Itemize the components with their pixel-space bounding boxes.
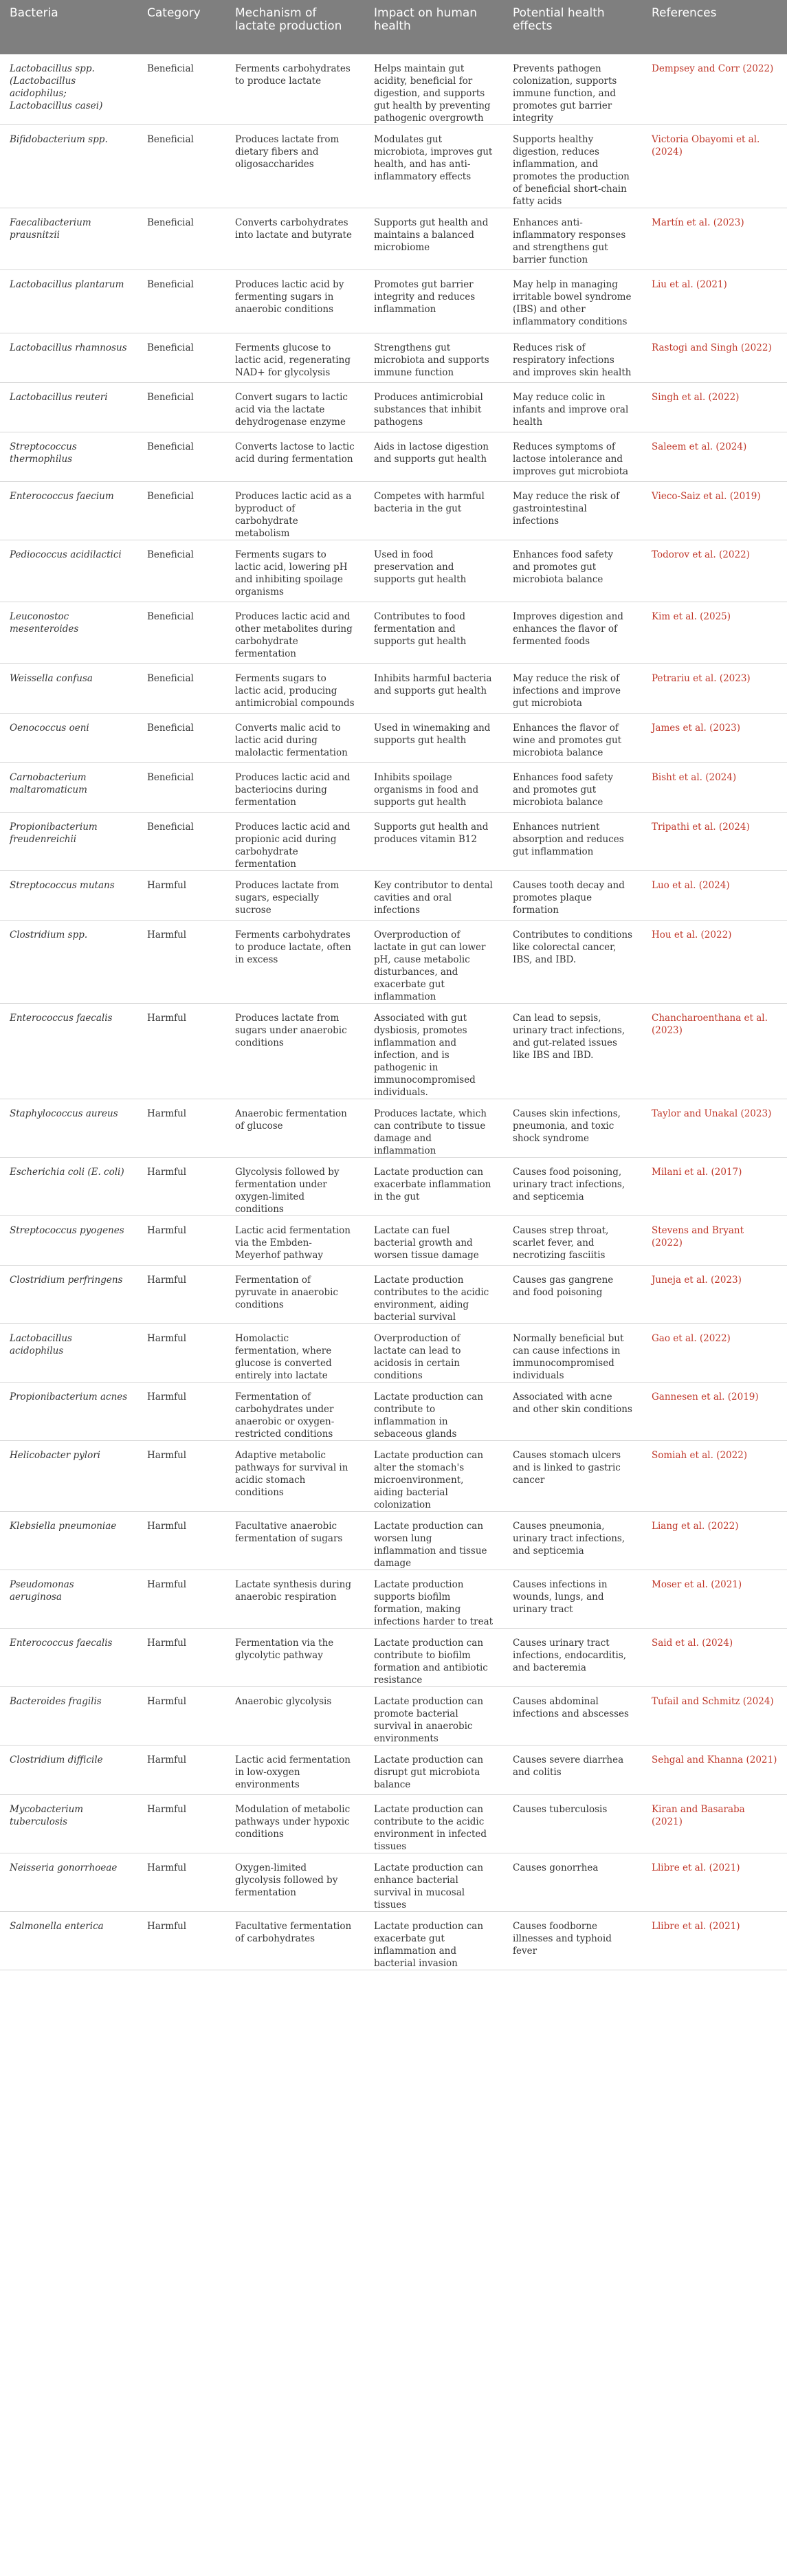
- cell-effects: Causes urinary tract infections, endocarditis, and bacteremia: [503, 1629, 642, 1687]
- cell-mechanism: Produces lactic acid and bacteriocins during fermentation: [225, 763, 364, 813]
- table-row: [0, 54, 787, 125]
- cell-effects: Enhances anti-inflammatory responses and strengthens gut barrier function: [503, 208, 642, 270]
- cell-effects: Causes tuberculosis: [503, 1795, 642, 1853]
- cell-mechanism: Converts malic acid to lactic acid during malolactic fermentation: [225, 714, 364, 763]
- reference-link[interactable]: Sehgal and Khanna (2021): [652, 1754, 777, 1765]
- cell-impact: Supports gut health and produces vitamin B12: [364, 813, 503, 871]
- cell-mechanism: Converts lactose to lactic acid during fermentation: [225, 432, 364, 482]
- table-row: [0, 1853, 787, 1912]
- cell-mechanism: Facultative fermentation of carbohydrates: [225, 1912, 364, 1970]
- cell-effects: May reduce the risk of gastrointestinal infections: [503, 482, 642, 540]
- reference-link[interactable]: Singh et al. (2022): [652, 392, 740, 403]
- cell-reference: [642, 1441, 787, 1512]
- cell-reference: [642, 1216, 787, 1266]
- reference-link[interactable]: Milani et al. (2017): [652, 1167, 742, 1178]
- cell-reference: [642, 1512, 787, 1570]
- cell-bacteria: Neisseria gonorrhoeae: [0, 1853, 137, 1912]
- cell-effects: Causes pneumonia, urinary tract infections, and septicemia: [503, 1512, 642, 1570]
- cell-bacteria: Propionibacterium acnes: [0, 1383, 137, 1441]
- cell-impact: Contributes to food fermentation and supports gut health: [364, 602, 503, 664]
- cell-bacteria: Clostridium spp.: [0, 921, 137, 1004]
- cell-bacteria: Weissella confusa: [0, 664, 137, 714]
- reference-link[interactable]: Saleem et al. (2024): [652, 441, 747, 452]
- cell-mechanism: Produces lactic acid and propionic acid during carbohydrate fermentation: [225, 813, 364, 871]
- cell-reference: [642, 1099, 787, 1158]
- reference-link[interactable]: James et al. (2023): [652, 723, 741, 734]
- cell-bacteria: Streptococcus mutans: [0, 871, 137, 921]
- cell-bacteria: Enterococcus faecalis: [0, 1629, 137, 1687]
- cell-impact: Strengthens gut microbiota and supports immune function: [364, 333, 503, 383]
- cell-reference: [642, 1746, 787, 1795]
- cell-impact: Lactate production can disrupt gut microbiota balance: [364, 1746, 503, 1795]
- cell-category: Harmful: [137, 1266, 225, 1324]
- cell-reference: [642, 383, 787, 432]
- cell-category: Harmful: [137, 1687, 225, 1746]
- cell-effects: Improves digestion and enhances the flavor of fermented foods: [503, 602, 642, 664]
- cell-mechanism: Convert sugars to lactic acid via the lactate dehydrogenase enzyme: [225, 383, 364, 432]
- reference-link[interactable]: Tripathi et al. (2024): [652, 822, 750, 833]
- cell-bacteria: Lactobacillus plantarum: [0, 270, 137, 333]
- cell-bacteria: Enterococcus faecalis: [0, 1004, 137, 1099]
- cell-mechanism: Produces lactic acid by fermenting sugars in anaerobic conditions: [225, 270, 364, 333]
- cell-impact: Used in food preservation and supports gut health: [364, 540, 503, 602]
- cell-impact: Produces antimicrobial substances that inhibit pathogens: [364, 383, 503, 432]
- cell-impact: Lactate production can contribute to inflammation in sebaceous glands: [364, 1383, 503, 1441]
- cell-impact: Inhibits harmful bacteria and supports gut health: [364, 664, 503, 714]
- reference-link[interactable]: Tufail and Schmitz (2024): [652, 1696, 774, 1707]
- cell-impact: Competes with harmful bacteria in the gut: [364, 482, 503, 540]
- cell-category: Harmful: [137, 1216, 225, 1266]
- table-row: [0, 813, 787, 871]
- cell-reference: [642, 763, 787, 813]
- cell-category: Harmful: [137, 1004, 225, 1099]
- cell-impact: Aids in lactose digestion and supports gut health: [364, 432, 503, 482]
- cell-impact: Lactate production can contribute to the acidic environment in infected tissues: [364, 1795, 503, 1853]
- cell-effects: Causes gas gangrene and food poisoning: [503, 1266, 642, 1324]
- cell-category: Beneficial: [137, 482, 225, 540]
- cell-bacteria: Bacteroides fragilis: [0, 1687, 137, 1746]
- cell-category: Harmful: [137, 1853, 225, 1912]
- cell-mechanism: Produces lactic acid and other metabolites during carbohydrate fermentation: [225, 602, 364, 664]
- header-impact: Impact on human health: [364, 0, 503, 54]
- cell-bacteria: Lactobacillus rhamnosus: [0, 333, 137, 383]
- table-row: [0, 1795, 787, 1853]
- cell-mechanism: Produces lactate from dietary fibers and oligosaccharides: [225, 125, 364, 208]
- table-row: [0, 602, 787, 664]
- table-row: [0, 208, 787, 270]
- table-row: [0, 763, 787, 813]
- cell-category: Harmful: [137, 1746, 225, 1795]
- reference-link[interactable]: Llibre et al. (2021): [652, 1921, 740, 1932]
- reference-link[interactable]: Gannesen et al. (2019): [652, 1391, 759, 1402]
- cell-reference: [642, 921, 787, 1004]
- cell-mechanism: Ferments carbohydrates to produce lactate: [225, 54, 364, 125]
- cell-effects: May reduce the risk of infections and improve gut microbiota: [503, 664, 642, 714]
- cell-impact: Lactate production can contribute to biofilm formation and antibiotic resistance: [364, 1629, 503, 1687]
- table-row: [0, 1912, 787, 1970]
- reference-link[interactable]: Kim et al. (2025): [652, 611, 731, 622]
- reference-link[interactable]: Taylor and Unakal (2023): [652, 1108, 772, 1119]
- cell-mechanism: Anaerobic glycolysis: [225, 1687, 364, 1746]
- table-row: [0, 714, 787, 763]
- table-row: [0, 1266, 787, 1324]
- cell-mechanism: Produces lactate from sugars under anaerobic conditions: [225, 1004, 364, 1099]
- cell-impact: Associated with gut dysbiosis, promotes inflammation and infection, and is pathogenic in immunocompromised individuals.: [364, 1004, 503, 1099]
- cell-reference: [642, 333, 787, 383]
- cell-reference: [642, 602, 787, 664]
- cell-mechanism: Modulation of metabolic pathways under hypoxic conditions: [225, 1795, 364, 1853]
- table-row: [0, 1004, 787, 1099]
- cell-bacteria: Staphylococcus aureus: [0, 1099, 137, 1158]
- reference-link[interactable]: Todorov et al. (2022): [652, 549, 750, 560]
- cell-effects: Can lead to sepsis, urinary tract infections, and gut-related issues like IBS and IBD.: [503, 1004, 642, 1099]
- cell-reference: [642, 1383, 787, 1441]
- cell-mechanism: Fermentation of carbohydrates under anaerobic or oxygen-restricted conditions: [225, 1383, 364, 1441]
- table-row: [0, 1687, 787, 1746]
- cell-bacteria: Streptococcus pyogenes: [0, 1216, 137, 1266]
- cell-effects: Causes foodborne illnesses and typhoid fever: [503, 1912, 642, 1970]
- cell-bacteria: Bifidobacterium spp.: [0, 125, 137, 208]
- table-row: [0, 1746, 787, 1795]
- table-row: [0, 871, 787, 921]
- cell-effects: Causes tooth decay and promotes plaque formation: [503, 871, 642, 921]
- table-row: [0, 1383, 787, 1441]
- cell-category: Harmful: [137, 1570, 225, 1629]
- cell-reference: [642, 1570, 787, 1629]
- cell-effects: Supports healthy digestion, reduces inflammation, and promotes the production of beneficial short-chain fatty acids: [503, 125, 642, 208]
- cell-mechanism: Ferments sugars to lactic acid, lowering pH and inhibiting spoilage organisms: [225, 540, 364, 602]
- cell-category: Beneficial: [137, 432, 225, 482]
- header-effects: Potential health effects: [503, 0, 642, 54]
- cell-effects: Contributes to conditions like colorectal cancer, IBS, and IBD.: [503, 921, 642, 1004]
- table-row: [0, 1158, 787, 1216]
- cell-reference: [642, 813, 787, 871]
- cell-effects: Causes gonorrhea: [503, 1853, 642, 1912]
- cell-reference: [642, 871, 787, 921]
- header-category: Category: [137, 0, 225, 54]
- cell-category: Beneficial: [137, 333, 225, 383]
- cell-effects: Normally beneficial but can cause infections in immunocompromised individuals: [503, 1324, 642, 1383]
- reference-link[interactable]: Somiah et al. (2022): [652, 1450, 748, 1461]
- reference-link[interactable]: Dempsey and Corr (2022): [652, 63, 774, 74]
- cell-mechanism: Lactic acid fermentation via the Embden-Meyerhof pathway: [225, 1216, 364, 1266]
- cell-impact: Lactate can fuel bacterial growth and worsen tissue damage: [364, 1216, 503, 1266]
- cell-effects: Associated with acne and other skin conditions: [503, 1383, 642, 1441]
- header-row: [0, 0, 787, 54]
- cell-effects: Enhances food safety and promotes gut microbiota balance: [503, 540, 642, 602]
- cell-impact: Lactate production can exacerbate gut inflammation and bacterial invasion: [364, 1912, 503, 1970]
- cell-category: Beneficial: [137, 540, 225, 602]
- cell-reference: [642, 1158, 787, 1216]
- cell-impact: Inhibits spoilage organisms in food and supports gut health: [364, 763, 503, 813]
- cell-bacteria: Pediococcus acidilactici: [0, 540, 137, 602]
- cell-impact: Supports gut health and maintains a balanced microbiome: [364, 208, 503, 270]
- cell-impact: Helps maintain gut acidity, beneficial for digestion, and supports gut health by preventing pathogenic overgrowth: [364, 54, 503, 125]
- cell-category: Beneficial: [137, 383, 225, 432]
- cell-mechanism: Ferments sugars to lactic acid, producing antimicrobial compounds: [225, 664, 364, 714]
- cell-mechanism: Glycolysis followed by fermentation under oxygen-limited conditions: [225, 1158, 364, 1216]
- table-header: [0, 0, 787, 54]
- table-row: [0, 432, 787, 482]
- cell-reference: [642, 270, 787, 333]
- cell-impact: Overproduction of lactate in gut can lower pH, cause metabolic disturbances, and exacerbate gut inflammation: [364, 921, 503, 1004]
- cell-impact: Lactate production can alter the stomach's microenvironment, aiding bacterial colonization: [364, 1441, 503, 1512]
- cell-impact: Lactate production can exacerbate inflammation in the gut: [364, 1158, 503, 1216]
- cell-category: Beneficial: [137, 125, 225, 208]
- cell-bacteria: Clostridium difficile: [0, 1746, 137, 1795]
- cell-impact: Modulates gut microbiota, improves gut health, and has anti-inflammatory effects: [364, 125, 503, 208]
- cell-impact: Lactate production supports biofilm formation, making infections harder to treat: [364, 1570, 503, 1629]
- cell-bacteria: Leuconostoc mesenteroides: [0, 602, 137, 664]
- table-row: [0, 664, 787, 714]
- cell-effects: Reduces risk of respiratory infections and improves skin health: [503, 333, 642, 383]
- cell-mechanism: Lactic acid fermentation in low-oxygen environments: [225, 1746, 364, 1795]
- cell-mechanism: Lactate synthesis during anaerobic respiration: [225, 1570, 364, 1629]
- cell-reference: [642, 54, 787, 125]
- reference-link[interactable]: Victoria Obayomi et al. (2024): [652, 134, 760, 157]
- cell-effects: Causes skin infections, pneumonia, and toxic shock syndrome: [503, 1099, 642, 1158]
- cell-effects: Enhances the flavor of wine and promotes gut microbiota balance: [503, 714, 642, 763]
- table-row: [0, 540, 787, 602]
- table-row: [0, 921, 787, 1004]
- cell-bacteria: Streptococcus thermophilus: [0, 432, 137, 482]
- cell-impact: Overproduction of lactate can lead to acidosis in certain conditions: [364, 1324, 503, 1383]
- cell-effects: May help in managing irritable bowel syndrome (IBS) and other inflammatory conditions: [503, 270, 642, 333]
- reference-link[interactable]: Llibre et al. (2021): [652, 1862, 740, 1873]
- cell-category: Harmful: [137, 1383, 225, 1441]
- reference-link[interactable]: Said et al. (2024): [652, 1638, 733, 1649]
- reference-link[interactable]: Kiran and Basaraba (2021): [652, 1804, 745, 1827]
- cell-reference: [642, 1324, 787, 1383]
- cell-mechanism: Produces lactic acid as a byproduct of carbohydrate metabolism: [225, 482, 364, 540]
- cell-category: Harmful: [137, 1441, 225, 1512]
- cell-reference: [642, 664, 787, 714]
- reference-link[interactable]: Juneja et al. (2023): [652, 1275, 742, 1286]
- cell-bacteria: Propionibacterium freudenreichii: [0, 813, 137, 871]
- cell-bacteria: Enterococcus faecium: [0, 482, 137, 540]
- cell-category: Beneficial: [137, 813, 225, 871]
- reference-link[interactable]: Martín et al. (2023): [652, 217, 744, 228]
- cell-mechanism: Homolactic fermentation, where glucose is converted entirely into lactate: [225, 1324, 364, 1383]
- cell-mechanism: Fermentation via the glycolytic pathway: [225, 1629, 364, 1687]
- reference-link[interactable]: Hou et al. (2022): [652, 929, 732, 940]
- cell-mechanism: Ferments carbohydrates to produce lactate, often in excess: [225, 921, 364, 1004]
- cell-mechanism: Facultative anaerobic fermentation of sugars: [225, 1512, 364, 1570]
- cell-reference: [642, 714, 787, 763]
- header-mechanism: Mechanism of lactate production: [225, 0, 364, 54]
- cell-effects: Causes abdominal infections and abscesses: [503, 1687, 642, 1746]
- cell-reference: [642, 432, 787, 482]
- cell-impact: Used in winemaking and supports gut health: [364, 714, 503, 763]
- reference-link[interactable]: Liang et al. (2022): [652, 1521, 739, 1532]
- table-row: [0, 1629, 787, 1687]
- cell-effects: Causes severe diarrhea and colitis: [503, 1746, 642, 1795]
- cell-reference: [642, 208, 787, 270]
- table-row: [0, 1570, 787, 1629]
- cell-category: Harmful: [137, 1324, 225, 1383]
- cell-mechanism: Converts carbohydrates into lactate and butyrate: [225, 208, 364, 270]
- cell-impact: Lactate production can promote bacterial survival in anaerobic environments: [364, 1687, 503, 1746]
- cell-category: Harmful: [137, 1629, 225, 1687]
- cell-impact: Key contributor to dental cavities and oral infections: [364, 871, 503, 921]
- cell-bacteria: Mycobacterium tuberculosis: [0, 1795, 137, 1853]
- cell-effects: May reduce colic in infants and improve oral health: [503, 383, 642, 432]
- cell-mechanism: Adaptive metabolic pathways for survival in acidic stomach conditions: [225, 1441, 364, 1512]
- cell-category: Harmful: [137, 1912, 225, 1970]
- table-body: [0, 54, 787, 1970]
- cell-category: Harmful: [137, 1158, 225, 1216]
- cell-category: Harmful: [137, 871, 225, 921]
- cell-effects: Prevents pathogen colonization, supports immune function, and promotes gut barrier integrity: [503, 54, 642, 125]
- cell-effects: Causes food poisoning, urinary tract infections, and septicemia: [503, 1158, 642, 1216]
- cell-bacteria: Lactobacillus acidophilus: [0, 1324, 137, 1383]
- cell-effects: Enhances nutrient absorption and reduces gut inflammation: [503, 813, 642, 871]
- cell-mechanism: Oxygen-limited glycolysis followed by fermentation: [225, 1853, 364, 1912]
- cell-impact: Lactate production can enhance bacterial survival in mucosal tissues: [364, 1853, 503, 1912]
- table-row: [0, 482, 787, 540]
- cell-bacteria: Salmonella enterica: [0, 1912, 137, 1970]
- cell-bacteria: Faecalibacterium prausnitzii: [0, 208, 137, 270]
- cell-effects: Causes strep throat, scarlet fever, and necrotizing fasciitis: [503, 1216, 642, 1266]
- cell-category: Harmful: [137, 921, 225, 1004]
- cell-category: Beneficial: [137, 664, 225, 714]
- cell-reference: [642, 1004, 787, 1099]
- cell-mechanism: Ferments glucose to lactic acid, regenerating NAD+ for glycolysis: [225, 333, 364, 383]
- cell-reference: [642, 1795, 787, 1853]
- cell-category: Beneficial: [137, 270, 225, 333]
- table-row: [0, 1216, 787, 1266]
- reference-link[interactable]: Luo et al. (2024): [652, 880, 730, 891]
- cell-category: Harmful: [137, 1795, 225, 1853]
- cell-impact: Produces lactate, which can contribute to tissue damage and inflammation: [364, 1099, 503, 1158]
- reference-link[interactable]: Bisht et al. (2024): [652, 772, 737, 783]
- table-row: [0, 383, 787, 432]
- cell-effects: Reduces symptoms of lactose intolerance and improves gut microbiota: [503, 432, 642, 482]
- reference-link[interactable]: Rastogi and Singh (2022): [652, 342, 772, 353]
- table-row: [0, 1324, 787, 1383]
- cell-category: Beneficial: [137, 208, 225, 270]
- reference-link[interactable]: Vieco-Saiz et al. (2019): [652, 491, 761, 502]
- cell-bacteria: Lactobacillus reuteri: [0, 383, 137, 432]
- cell-impact: Lactate production can worsen lung inflammation and tissue damage: [364, 1512, 503, 1570]
- reference-link[interactable]: Chancharoenthana et al. (2023): [652, 1013, 768, 1036]
- cell-category: Beneficial: [137, 763, 225, 813]
- cell-reference: [642, 1266, 787, 1324]
- table-row: [0, 270, 787, 333]
- cell-impact: Promotes gut barrier integrity and reduces inflammation: [364, 270, 503, 333]
- header-references: References: [642, 0, 787, 54]
- reference-link[interactable]: Gao et al. (2022): [652, 1333, 731, 1344]
- reference-link[interactable]: Petrariu et al. (2023): [652, 673, 751, 684]
- cell-category: Beneficial: [137, 54, 225, 125]
- cell-mechanism: Anaerobic fermentation of glucose: [225, 1099, 364, 1158]
- cell-impact: Lactate production contributes to the acidic environment, aiding bacterial survival: [364, 1266, 503, 1324]
- cell-bacteria: Carnobacterium maltaromaticum: [0, 763, 137, 813]
- cell-reference: [642, 540, 787, 602]
- cell-effects: Causes stomach ulcers and is linked to gastric cancer: [503, 1441, 642, 1512]
- table-row: [0, 125, 787, 208]
- reference-link[interactable]: Moser et al. (2021): [652, 1579, 742, 1590]
- table-row: [0, 1512, 787, 1570]
- cell-reference: [642, 1912, 787, 1970]
- cell-effects: Enhances food safety and promotes gut microbiota balance: [503, 763, 642, 813]
- cell-bacteria: Pseudomonas aeruginosa: [0, 1570, 137, 1629]
- cell-reference: [642, 1687, 787, 1746]
- cell-category: Beneficial: [137, 714, 225, 763]
- cell-category: Harmful: [137, 1099, 225, 1158]
- cell-reference: [642, 1629, 787, 1687]
- cell-category: Harmful: [137, 1512, 225, 1570]
- cell-reference: [642, 1853, 787, 1912]
- table-row: [0, 1441, 787, 1512]
- cell-bacteria: Oenococcus oeni: [0, 714, 137, 763]
- cell-bacteria: Escherichia coli (E. coli): [0, 1158, 137, 1216]
- table-row: [0, 333, 787, 383]
- cell-mechanism: Produces lactate from sugars, especially sucrose: [225, 871, 364, 921]
- cell-bacteria: Klebsiella pneumoniae: [0, 1512, 137, 1570]
- reference-link[interactable]: Stevens and Bryant (2022): [652, 1225, 744, 1248]
- cell-mechanism: Fermentation of pyruvate in anaerobic conditions: [225, 1266, 364, 1324]
- cell-bacteria: Helicobacter pylori: [0, 1441, 137, 1512]
- reference-link[interactable]: Liu et al. (2021): [652, 279, 727, 290]
- cell-bacteria: Clostridium perfringens: [0, 1266, 137, 1324]
- cell-category: Beneficial: [137, 602, 225, 664]
- table-row: [0, 1099, 787, 1158]
- cell-reference: [642, 482, 787, 540]
- cell-bacteria: Lactobacillus spp. (Lactobacillus acidophilus; Lactobacillus casei): [0, 54, 137, 125]
- cell-reference: [642, 125, 787, 208]
- header-bacteria: Bacteria: [0, 0, 137, 54]
- cell-effects: Causes infections in wounds, lungs, and urinary tract: [503, 1570, 642, 1629]
